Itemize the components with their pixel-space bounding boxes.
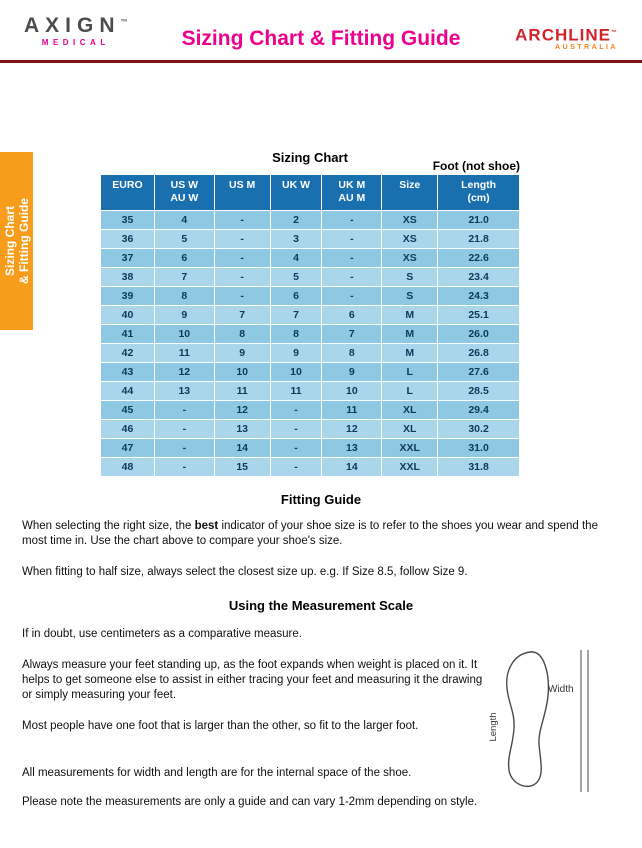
table-cell: 7 xyxy=(214,306,270,325)
measurement-para1: If in doubt, use centimeters as a comparative measure. xyxy=(22,628,302,640)
sizing-table-head xyxy=(101,175,520,211)
table-cell: XL xyxy=(382,401,438,420)
table-cell: - xyxy=(154,458,214,477)
table-cell: M xyxy=(382,325,438,344)
table-cell: S xyxy=(382,268,438,287)
table-row xyxy=(101,420,520,439)
table-cell: 8 xyxy=(214,325,270,344)
table-cell: L xyxy=(382,363,438,382)
table-cell: - xyxy=(214,268,270,287)
table-cell: 10 xyxy=(154,325,214,344)
archline-logo-name xyxy=(515,25,618,44)
table-cell: 9 xyxy=(270,344,322,363)
table-cell: 6 xyxy=(270,287,322,306)
table-cell: 23.4 xyxy=(438,268,520,287)
table-cell: 6 xyxy=(154,249,214,268)
table-cell: 41 xyxy=(101,325,155,344)
table-cell: 12 xyxy=(214,401,270,420)
table-cell: 2 xyxy=(270,211,322,230)
table-row xyxy=(101,344,520,363)
width-label: Width xyxy=(548,684,574,695)
fitting-guide-para1 xyxy=(22,519,620,549)
table-header-row xyxy=(101,175,520,211)
table-cell: S xyxy=(382,287,438,306)
table-cell: 3 xyxy=(270,230,322,249)
axign-logo xyxy=(24,12,128,47)
table-row xyxy=(101,249,520,268)
table-cell: - xyxy=(322,211,382,230)
table-cell: 13 xyxy=(322,439,382,458)
table-cell: - xyxy=(270,439,322,458)
table-cell: - xyxy=(270,401,322,420)
table-cell: 42 xyxy=(101,344,155,363)
measurement-title: Using the Measurement Scale xyxy=(228,598,414,613)
table-cell: - xyxy=(322,287,382,306)
table-row xyxy=(101,363,520,382)
table-cell: 8 xyxy=(154,287,214,306)
table-cell: 43 xyxy=(101,363,155,382)
table-cell: 35 xyxy=(101,211,155,230)
table-cell: 14 xyxy=(214,439,270,458)
page-header xyxy=(0,0,642,60)
foot-not-shoe-note: Foot (not shoe) xyxy=(432,159,520,173)
table-cell: L xyxy=(382,382,438,401)
side-tab-label xyxy=(3,152,31,330)
archline-trademark: ™ xyxy=(611,30,618,36)
header-divider xyxy=(0,60,642,63)
table-cell: 47 xyxy=(101,439,155,458)
table-cell: 15 xyxy=(214,458,270,477)
col-header-ukw: UK W xyxy=(270,175,322,211)
table-cell: - xyxy=(154,439,214,458)
table-cell: 4 xyxy=(154,211,214,230)
table-cell: 13 xyxy=(154,382,214,401)
table-cell: - xyxy=(214,249,270,268)
table-cell: 40 xyxy=(101,306,155,325)
table-cell: 27.6 xyxy=(438,363,520,382)
table-cell: 14 xyxy=(322,458,382,477)
axign-logo-sub: MEDICAL xyxy=(41,38,110,47)
table-cell: 22.6 xyxy=(438,249,520,268)
table-cell: 12 xyxy=(322,420,382,439)
table-cell: 24.3 xyxy=(438,287,520,306)
table-cell: 13 xyxy=(214,420,270,439)
table-cell: XS xyxy=(382,230,438,249)
table-cell: 44 xyxy=(101,382,155,401)
table-cell: 8 xyxy=(322,344,382,363)
sizing-chart-table xyxy=(100,174,520,477)
foot-outline-path xyxy=(507,652,549,786)
table-cell: XS xyxy=(382,211,438,230)
table-cell: 7 xyxy=(322,325,382,344)
table-cell: 10 xyxy=(270,363,322,382)
table-cell: 26.8 xyxy=(438,344,520,363)
table-cell: 10 xyxy=(322,382,382,401)
side-tab-line2: & Fitting Guide xyxy=(17,198,31,284)
col-header-euro: EURO xyxy=(101,175,155,211)
table-cell: 28.5 xyxy=(438,382,520,401)
table-cell: 11 xyxy=(214,382,270,401)
table-cell: M xyxy=(382,344,438,363)
measurement-para2: Always measure your feet standing up, as the foot expands when weight is placed on it. It helps to get someone else to assist in either tracing your feet and measuring it the drawing or simply measuring your feet. xyxy=(22,659,483,701)
table-row xyxy=(101,382,520,401)
fg-para1-suffix: indicator of your shoe size is to refer to the shoes you wear and spend the most time in. Use the chart above to compare your shoe's size. xyxy=(22,520,598,547)
table-cell: 45 xyxy=(101,401,155,420)
archline-wordmark: ARCHLINE xyxy=(515,25,611,45)
table-cell: - xyxy=(322,230,382,249)
table-cell: 26.0 xyxy=(438,325,520,344)
table-cell: - xyxy=(214,230,270,249)
archline-logo-sub: AUSTRALIA xyxy=(555,43,618,51)
table-cell: 7 xyxy=(154,268,214,287)
table-cell: 5 xyxy=(270,268,322,287)
table-cell: 9 xyxy=(154,306,214,325)
table-row xyxy=(101,325,520,344)
table-cell: - xyxy=(214,287,270,306)
side-tab-line1: Sizing Chart xyxy=(3,206,17,277)
foot-measurement-diagram xyxy=(488,642,598,802)
table-cell: XXL xyxy=(382,439,438,458)
length-label: Length xyxy=(488,712,499,742)
table-cell: 4 xyxy=(270,249,322,268)
table-row xyxy=(101,287,520,306)
fg-para1-bold: best xyxy=(194,520,219,532)
measurement-para5: Please note the measurements are only a guide and can vary 1-2mm depending on style. xyxy=(22,796,478,808)
sizing-chart-title: Sizing Chart xyxy=(272,150,348,165)
table-cell: - xyxy=(214,211,270,230)
axign-logo-name xyxy=(24,12,128,37)
table-cell: - xyxy=(154,420,214,439)
sizing-chart-section xyxy=(100,150,520,477)
table-row xyxy=(101,306,520,325)
table-cell: 29.4 xyxy=(438,401,520,420)
col-header-length: Length (cm) xyxy=(438,175,520,211)
table-cell: 21.8 xyxy=(438,230,520,249)
table-cell: - xyxy=(322,249,382,268)
fitting-guide-title: Fitting Guide xyxy=(280,492,362,507)
table-cell: 6 xyxy=(322,306,382,325)
table-cell: 25.1 xyxy=(438,306,520,325)
table-row xyxy=(101,268,520,287)
col-header-usm: US M xyxy=(214,175,270,211)
table-cell: - xyxy=(154,401,214,420)
table-cell: 11 xyxy=(322,401,382,420)
sizing-table-body xyxy=(101,211,520,477)
table-cell: - xyxy=(322,268,382,287)
table-cell: 11 xyxy=(270,382,322,401)
axign-trademark: ™ xyxy=(120,19,128,26)
table-cell: 7 xyxy=(270,306,322,325)
table-cell: 31.8 xyxy=(438,458,520,477)
side-tab xyxy=(0,152,33,330)
table-cell: 12 xyxy=(154,363,214,382)
page-title: Sizing Chart & Fitting Guide xyxy=(181,27,461,50)
table-row xyxy=(101,458,520,477)
table-cell: 11 xyxy=(154,344,214,363)
table-cell: - xyxy=(270,420,322,439)
table-cell: 8 xyxy=(270,325,322,344)
table-cell: 38 xyxy=(101,268,155,287)
table-cell: 5 xyxy=(154,230,214,249)
table-cell: 30.2 xyxy=(438,420,520,439)
table-cell: - xyxy=(270,458,322,477)
table-cell: 10 xyxy=(214,363,270,382)
table-cell: M xyxy=(382,306,438,325)
foot-outline-drawing xyxy=(488,642,598,802)
axign-wordmark: AXIGN xyxy=(24,14,121,37)
table-cell: XS xyxy=(382,249,438,268)
table-cell: 39 xyxy=(101,287,155,306)
table-cell: XL xyxy=(382,420,438,439)
table-row xyxy=(101,230,520,249)
table-row xyxy=(101,211,520,230)
table-cell: 31.0 xyxy=(438,439,520,458)
table-cell: 48 xyxy=(101,458,155,477)
table-cell: 21.0 xyxy=(438,211,520,230)
table-cell: 9 xyxy=(214,344,270,363)
measurement-para3: Most people have one foot that is larger than the other, so fit to the larger foot. xyxy=(22,720,419,732)
col-header-usw: US W AU W xyxy=(154,175,214,211)
col-header-size: Size xyxy=(382,175,438,211)
archline-logo xyxy=(515,25,618,51)
col-header-ukm: UK M AU M xyxy=(322,175,382,211)
fitting-guide-para2: When fitting to half size, always select the closest size up. e.g. If Size 8.5, follow Size 9. xyxy=(22,566,468,578)
table-cell: 37 xyxy=(101,249,155,268)
table-cell: 46 xyxy=(101,420,155,439)
table-cell: 36 xyxy=(101,230,155,249)
measurement-para4: All measurements for width and length are for the internal space of the shoe. xyxy=(22,767,412,779)
table-row xyxy=(101,439,520,458)
fg-para1-prefix: When selecting the right size, the xyxy=(22,520,195,532)
table-cell: 9 xyxy=(322,363,382,382)
table-cell: XXL xyxy=(382,458,438,477)
table-row xyxy=(101,401,520,420)
